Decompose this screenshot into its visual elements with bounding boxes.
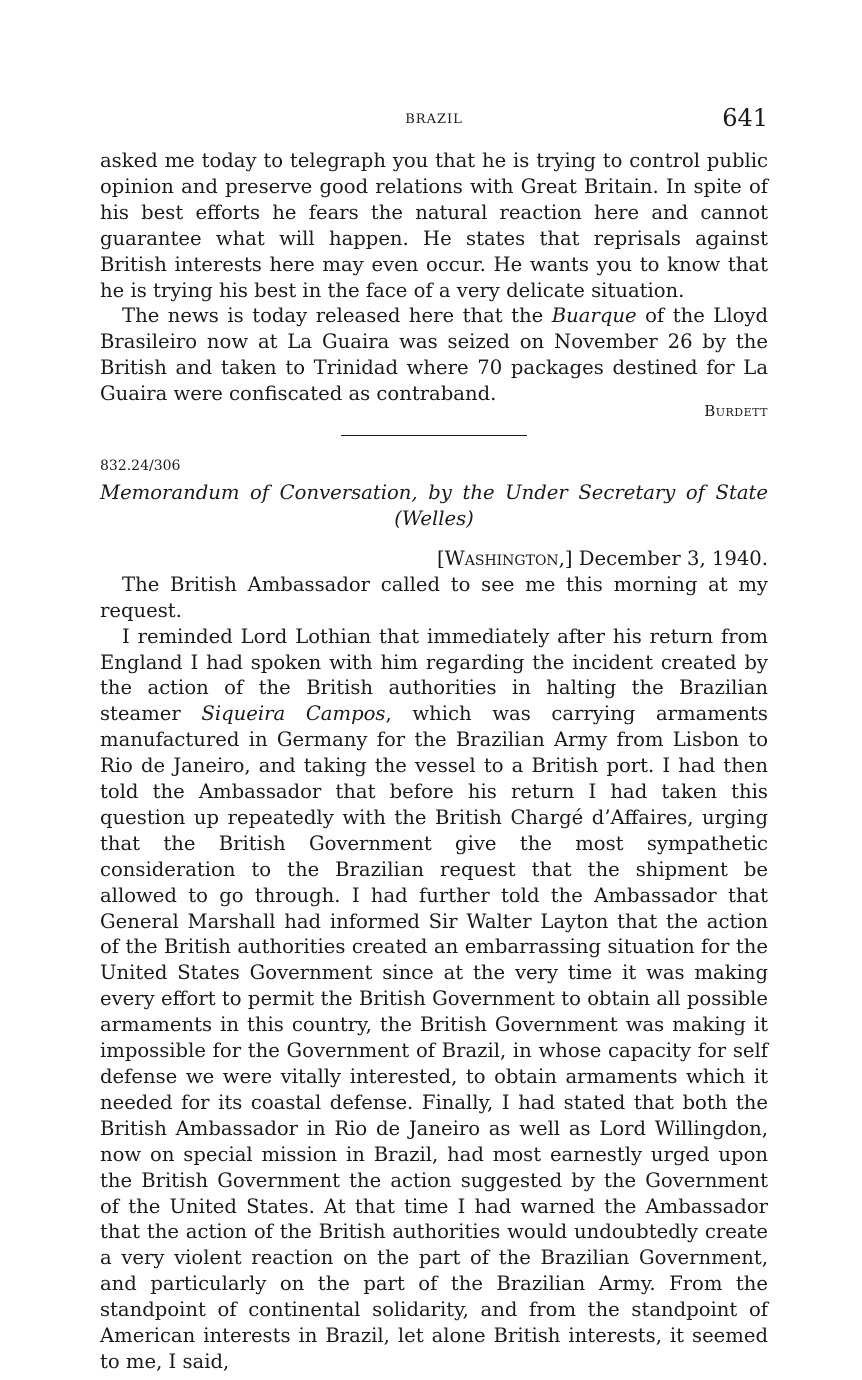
dateline-date: December 3, 1940. [572,546,768,570]
ship-name-siqueira-campos: Siqueira Campos [201,702,386,726]
running-title: BRAZIL [405,112,463,127]
dateline [100,546,768,572]
telegram-paragraph-2-rest: of the Lloyd Brasileiro now at La Guaira was seized on November 26 by the British and taken to Trinidad where 70 packages destined for La Guaira were confiscated as contraband. [100,304,768,406]
telegram-paragraph-2-lead: The news is today released here that the [122,304,552,328]
memo-paragraph-2-lead: I reminded Lord Lothian that immediately after his return from England I had spoken with him regarding the incident created by the action of the British authorities in halting the Brazilian steamer [100,624,768,726]
memo-paragraph-2 [100,624,768,1375]
page-body [100,148,768,1375]
telegram-paragraph-2 [100,303,768,407]
file-number: 832.24/306 [100,458,181,475]
memo-paragraph-2-rest: , which was carrying armaments manufactured in Germany for the Brazilian Army from Lisbon to Rio de Janeiro, and taking the vessel to a British port. I had then told the Ambassador that before his return I had taken this question up repeatedly with the British Chargé d’Affaires, urging that the British Government give the most sympathetic consideration to the Brazilian request that the shipment be allowed to go through. I had further told the Ambassador that General Marshall had informed Sir Walter Layton that the action of the British authorities created an embarrassing situation for the United States Government since at the very time it was making every effort to permit the British Government to obtain all possible armaments in this country, the British Government was making it impossible for the Government of Brazil, in whose capacity for self defense we were vitally interested, to obtain armaments which it needed for its coastal defense. Finally, I had stated that both the British Ambassador in Rio de Janeiro as well as Lord Willingdon, now on special mission in Brazil, had most earnestly urged upon the British Government the action suggested by the Government of the United States. At that time I had warned the Ambassador that the action of the British authorities would undoubtedly create a very violent reaction on the part of the Brazilian Government, and particularly on the part of the Brazilian Army. From the standpoint of continental solidarity, and from the standpoint of American interests in Brazil, let alone British interests, it seemed to me, I said, [100,702,768,1373]
document-title-line-1: Memorandum of Conversation, by the Under Secretary of State [100,481,768,505]
dateline-place: [Washington,] [436,546,573,570]
signature: Burdett [704,402,768,421]
section-divider [341,435,527,436]
document-title-line-2: (Welles) [394,506,474,530]
running-head [100,104,768,134]
telegram-paragraph-1: asked me today to telegraph you that he is trying to control public opinion and preserve good relations with Great Britain. In spite of his best efforts he fears the natural reaction here and cannot guarantee what will happen. He states that reprisals against British interests here may even occur. He wants you to know that he is trying his best in the face of a very delicate situation. [100,149,768,302]
document-title [100,480,768,532]
memo-paragraph-1: The British Ambassador called to see me this morning at my request. [100,572,768,622]
page-number: 641 [722,104,768,132]
ship-name-buarque: Buarque [551,304,637,328]
